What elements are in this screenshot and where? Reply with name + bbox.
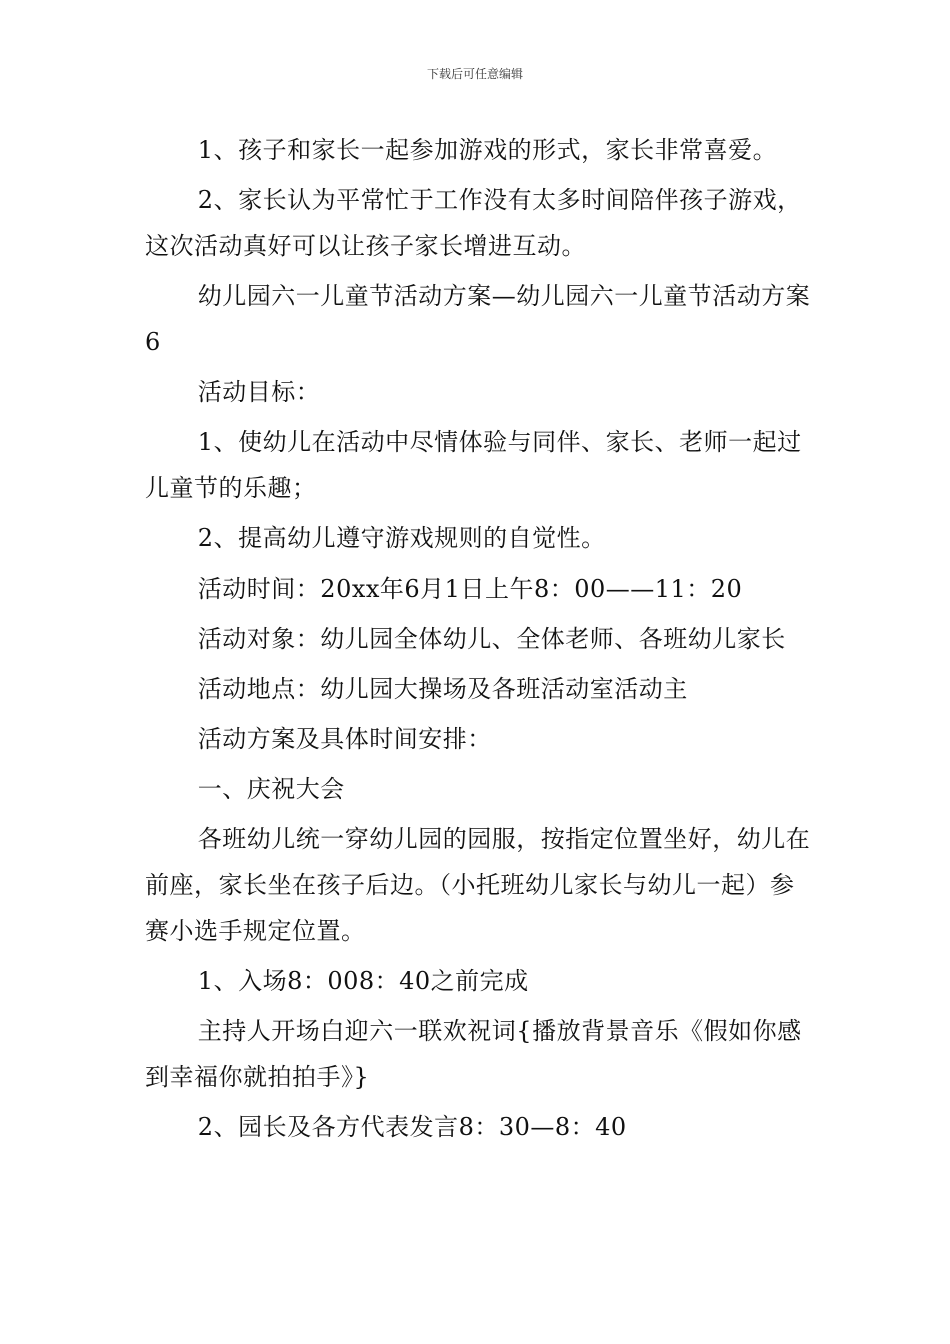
activity-time: 活动时间：20xx年6月1日上午8：00——11：20 [197,574,743,603]
activity-location: 活动地点：幼儿园大操场及各班活动室活动主 [197,674,688,703]
paragraph: 2、提高幼儿遵守游戏规则的自觉性。 [197,524,606,553]
paragraph: 各班幼儿统一穿幼儿园的园服，按指定位置坐好，幼儿在前座，家长坐在孩子后边。（小托班幼儿家长与幼儿一起）参赛小选手规定位置。 [145,825,811,946]
section-heading-celebration: 一、庆祝大会 [197,775,345,804]
paragraph: 1、使幼儿在活动中尽情体验与同伴、家长、老师一起过儿童节的乐趣； [145,428,802,503]
paragraph: 1、入场8：008：40之前完成 [197,967,529,996]
paragraph: 1、孩子和家长一起参加游戏的形式，家长非常喜爱。 [197,136,778,164]
paragraph: 主持人开场白迎六一联欢祝词{播放背景音乐《假如你感到幸福你就拍拍手》} [145,1017,802,1092]
schedule-heading: 活动方案及具体时间安排： [197,725,492,754]
paragraph: 2、园长及各方代表发言8：30—8：40 [197,1113,627,1142]
paragraph: 幼儿园六一儿童节活动方案—幼儿园六一儿童节活动方案6 [145,282,811,356]
section-heading-goals: 活动目标： [197,378,321,407]
paragraph: 2、家长认为平常忙于工作没有太多时间陪伴孩子游戏，这次活动真好可以让孩子家长增进互动。 [145,186,802,260]
activity-audience: 活动对象：幼儿园全体幼儿、全体老师、各班幼儿家长 [197,624,786,653]
document-body [145,128,815,1156]
page-header-note: 下载后可任意编辑 [426,67,523,81]
